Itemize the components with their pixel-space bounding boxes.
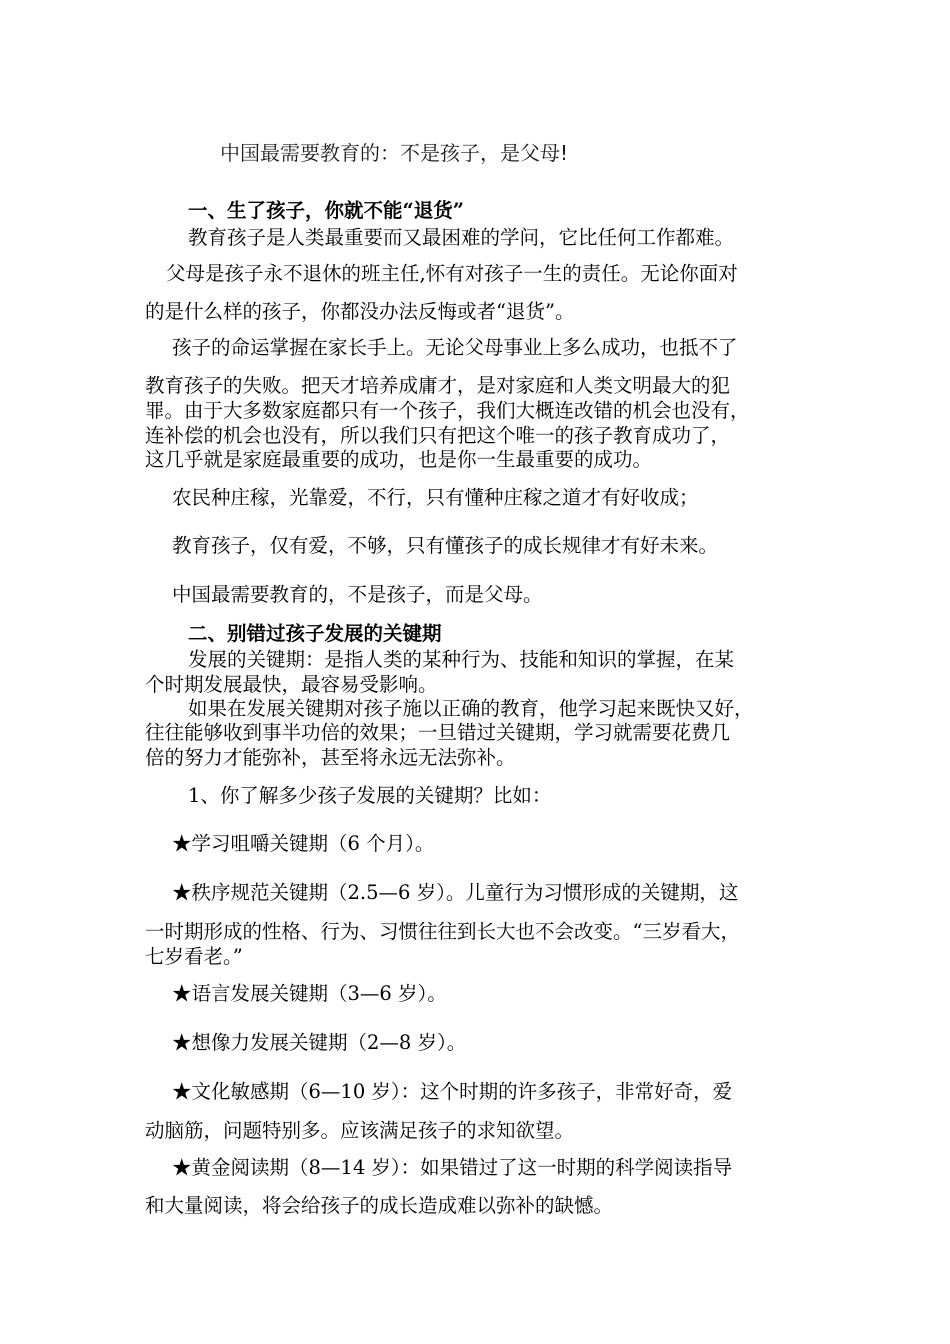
bullet-2-line-1: ★秩序规范关键期（2.5—6 岁）。儿童行为习惯形成的关键期，这 — [172, 881, 739, 904]
document-title: 中国最需要教育的：不是孩子，是父母! — [220, 141, 569, 165]
bullet-4: ★想像力发展关键期（2—8 岁）。 — [172, 1031, 467, 1054]
bullet-2-line-2: 一时期形成的性格、行为、习惯往往到长大也不会改变。“三岁看大， — [145, 920, 740, 943]
section2-paragraph-1-line-2: 个时期发展最快，最容易受影响。 — [145, 673, 438, 696]
section1-paragraph-3-line-1: 孩子的命运掌握在家长手上。无论父母事业上多么成功，也抵不了 — [172, 336, 738, 359]
section1-heading: 一、生了孩子，你就不能“退货” — [188, 199, 464, 222]
section1-paragraph-3-line-3: 罪。由于大多数家庭都只有一个孩子，我们大概连改错的机会也没有， — [145, 399, 750, 422]
section1-paragraph-2-line-1: 父母是孩子永不退休的班主任,怀有对孩子一生的责任。无论你面对 — [166, 262, 738, 285]
section2-paragraph-2-line-2: 往往能够收到事半功倍的效果；一旦错过关键期，学习就需要花费几 — [145, 721, 731, 744]
question-1: 1、你了解多少孩子发展的关键期？比如： — [188, 784, 552, 807]
section1-paragraph-5: 教育孩子，仅有爱，不够，只有懂孩子的成长规律才有好未来。 — [172, 534, 719, 557]
section1-paragraph-3-line-5: 这几乎就是家庭最重要的成功，也是你一生最重要的成功。 — [145, 448, 653, 471]
bullet-2-line-3: 七岁看老。” — [145, 945, 243, 968]
section1-paragraph-6: 中国最需要教育的，不是孩子，而是父母。 — [172, 583, 543, 606]
section2-paragraph-1-line-1: 发展的关键期：是指人类的某种行为、技能和知识的掌握，在某 — [188, 648, 735, 671]
section2-heading: 二、别错过孩子发展的关键期 — [188, 622, 442, 645]
section1-paragraph-4: 农民种庄稼，光靠爱，不行，只有懂种庄稼之道才有好收成； — [172, 486, 699, 509]
bullet-1: ★学习咀嚼关键期（6 个月）。 — [172, 832, 435, 855]
section2-paragraph-2-line-1: 如果在发展关键期对孩子施以正确的教育，他学习起来既快又好， — [188, 697, 754, 720]
section1-paragraph-3-line-4: 连补偿的机会也没有，所以我们只有把这个唯一的孩子教育成功了， — [145, 424, 731, 447]
bullet-5-line-2: 动脑筋，问题特别多。应该满足孩子的求知欲望。 — [145, 1119, 575, 1142]
bullet-6-line-1: ★黄金阅读期（8—14 岁）：如果错过了这一时期的科学阅读指导 — [172, 1156, 733, 1179]
bullet-3: ★语言发展关键期（3—6 岁）。 — [172, 982, 447, 1005]
section1-paragraph-2-line-2: 的是什么样的孩子，你都没办法反悔或者“退货”。 — [145, 300, 575, 323]
section1-paragraph-3-line-2: 教育孩子的失败。把天才培养成庸才，是对家庭和人类文明最大的犯 — [145, 374, 731, 397]
bullet-6-line-2: 和大量阅读，将会给孩子的成长造成难以弥补的缺憾。 — [145, 1194, 614, 1217]
bullet-5-line-1: ★文化敏感期（6—10 岁）：这个时期的许多孩子，非常好奇，爱 — [172, 1080, 733, 1103]
section1-paragraph-1: 教育孩子是人类最重要而又最困难的学问，它比任何工作都难。 — [188, 226, 735, 249]
section2-paragraph-2-line-3: 倍的努力才能弥补，甚至将永远无法弥补。 — [145, 746, 516, 769]
